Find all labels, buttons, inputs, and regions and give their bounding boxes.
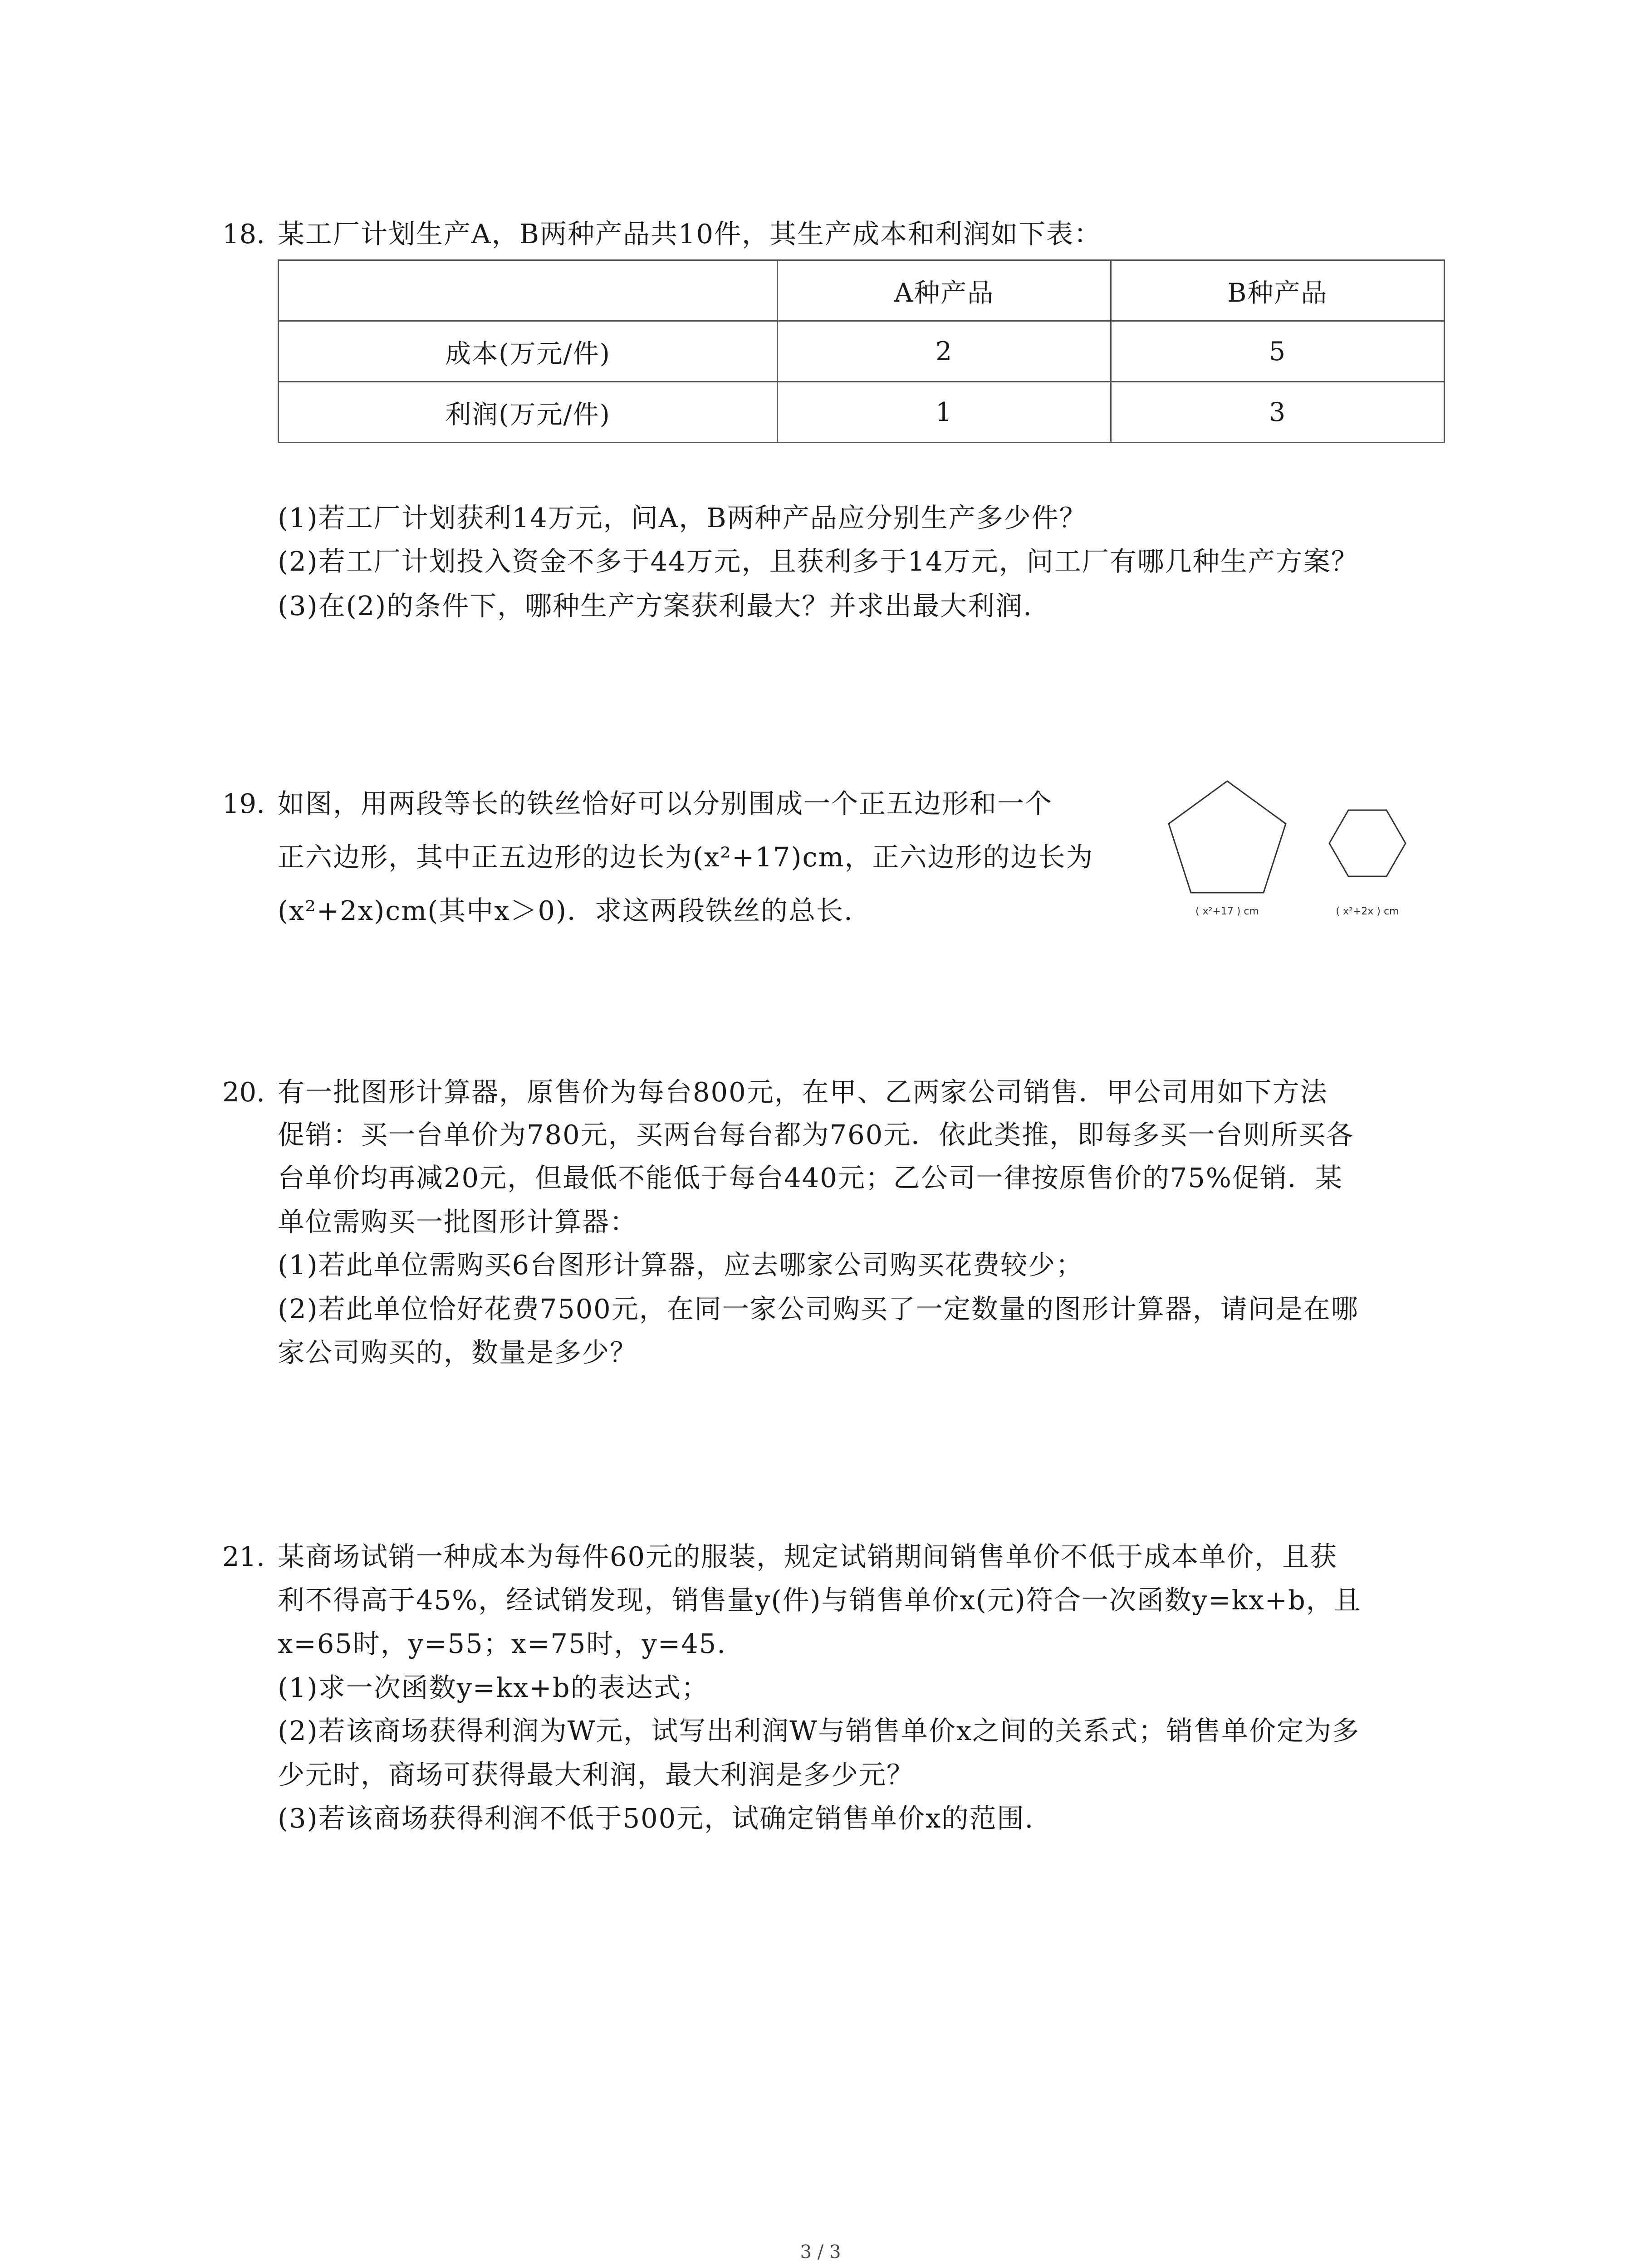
table-header-cell: A种产品: [778, 260, 1111, 321]
table-header-cell: [279, 260, 778, 321]
q18-part-2: (2)若工厂计划投入资金不多于44万元，且获利多于14万元，问工厂有哪几种生产方案？: [278, 546, 1359, 577]
q20-line-4: 单位需购买一批图形计算器：: [278, 1206, 638, 1237]
q21-line-2: 利不得高于45%，经试销发现，销售量y(件)与销售单价x(元)符合一次函数y=kx+b，且: [278, 1584, 1362, 1616]
q20-part-2-cont: 家公司购买的，数量是多少？: [278, 1337, 638, 1368]
table-cell: 1: [778, 382, 1111, 443]
page-number: 3 / 3: [800, 2242, 841, 2263]
pentagon-label: ( x²+17 ) cm: [1195, 906, 1259, 917]
q19-line-2: 正六边形，其中正五边形的边长为(x²+17)cm，正六边形的边长为: [278, 841, 1094, 873]
q20-line-3: 台单价均再减20元，但最低不能低于每台440元；乙公司一律按原售价的75%促销．某: [278, 1162, 1343, 1193]
q20-line-2: 促销：买一台单价为780元，买两台每台都为760元．依此类推，即每多买一台则所买各: [278, 1119, 1354, 1150]
table-header-row: [279, 260, 1445, 321]
q21-part-2-cont: 少元时，商场可获得最大利润，最大利润是多少元？: [278, 1759, 915, 1790]
table-cell: 5: [1111, 321, 1445, 382]
q21-part-1: (1)求一次函数y=kx+b的表达式；: [278, 1672, 709, 1703]
q21-part-2: (2)若该商场获得利润为W元，试写出利润W与销售单价x之间的关系式；销售单价定为多: [278, 1715, 1360, 1746]
q21-line-3: x=65时，y=55；x=75时，y=45.: [278, 1628, 727, 1659]
polygon-figure: [1165, 771, 1455, 930]
table-cell: 3: [1111, 382, 1445, 443]
q20-part-1: (1)若此单位需购买6台图形计算器，应去哪家公司购买花费较少；: [278, 1249, 1084, 1281]
q18-part-1: (1)若工厂计划获利14万元，问A，B两种产品应分别生产多少件？: [278, 502, 1087, 533]
table-cell: 利润(万元/件): [279, 382, 778, 443]
hexagon-label: ( x²+2x ) cm: [1336, 906, 1399, 917]
question-number-21: 21.: [222, 1541, 265, 1572]
question-number-18: 18.: [222, 218, 265, 249]
question-number-20: 20.: [222, 1076, 265, 1108]
table-row: [279, 382, 1445, 443]
q18-part-3: (3)在(2)的条件下，哪种生产方案获利最大？并求出最大利润.: [278, 590, 1033, 621]
table-cell: 成本(万元/件): [279, 321, 778, 382]
q19-line-3: (x²+2x)cm(其中x＞0)．求这两段铁丝的总长.: [278, 895, 853, 926]
table-cell: 2: [778, 321, 1111, 382]
q20-line-1: 有一批图形计算器，原售价为每台800元，在甲、乙两家公司销售．甲公司用如下方法: [278, 1076, 1328, 1108]
q20-part-2: (2)若此单位恰好花费7500元，在同一家公司购买了一定数量的图形计算器，请问是在哪: [278, 1293, 1359, 1325]
table-header-cell: B种产品: [1111, 260, 1445, 321]
question-number-19: 19.: [222, 788, 265, 819]
q21-part-3: (3)若该商场获得利润不低于500元，试确定销售单价x的范围.: [278, 1803, 1034, 1834]
hexagon-shape: [1329, 810, 1406, 876]
q18-stem: 某工厂计划生产A，B两种产品共10件，其生产成本和利润如下表：: [278, 218, 1102, 249]
cost-profit-table: [278, 259, 1445, 443]
q21-line-1: 某商场试销一种成本为每件60元的服装，规定试销期间销售单价不低于成本单价，且获: [278, 1541, 1338, 1572]
q19-line-1: 如图，用两段等长的铁丝恰好可以分别围成一个正五边形和一个: [278, 788, 1053, 819]
pentagon-shape: [1169, 781, 1286, 893]
table-row: [279, 321, 1445, 382]
